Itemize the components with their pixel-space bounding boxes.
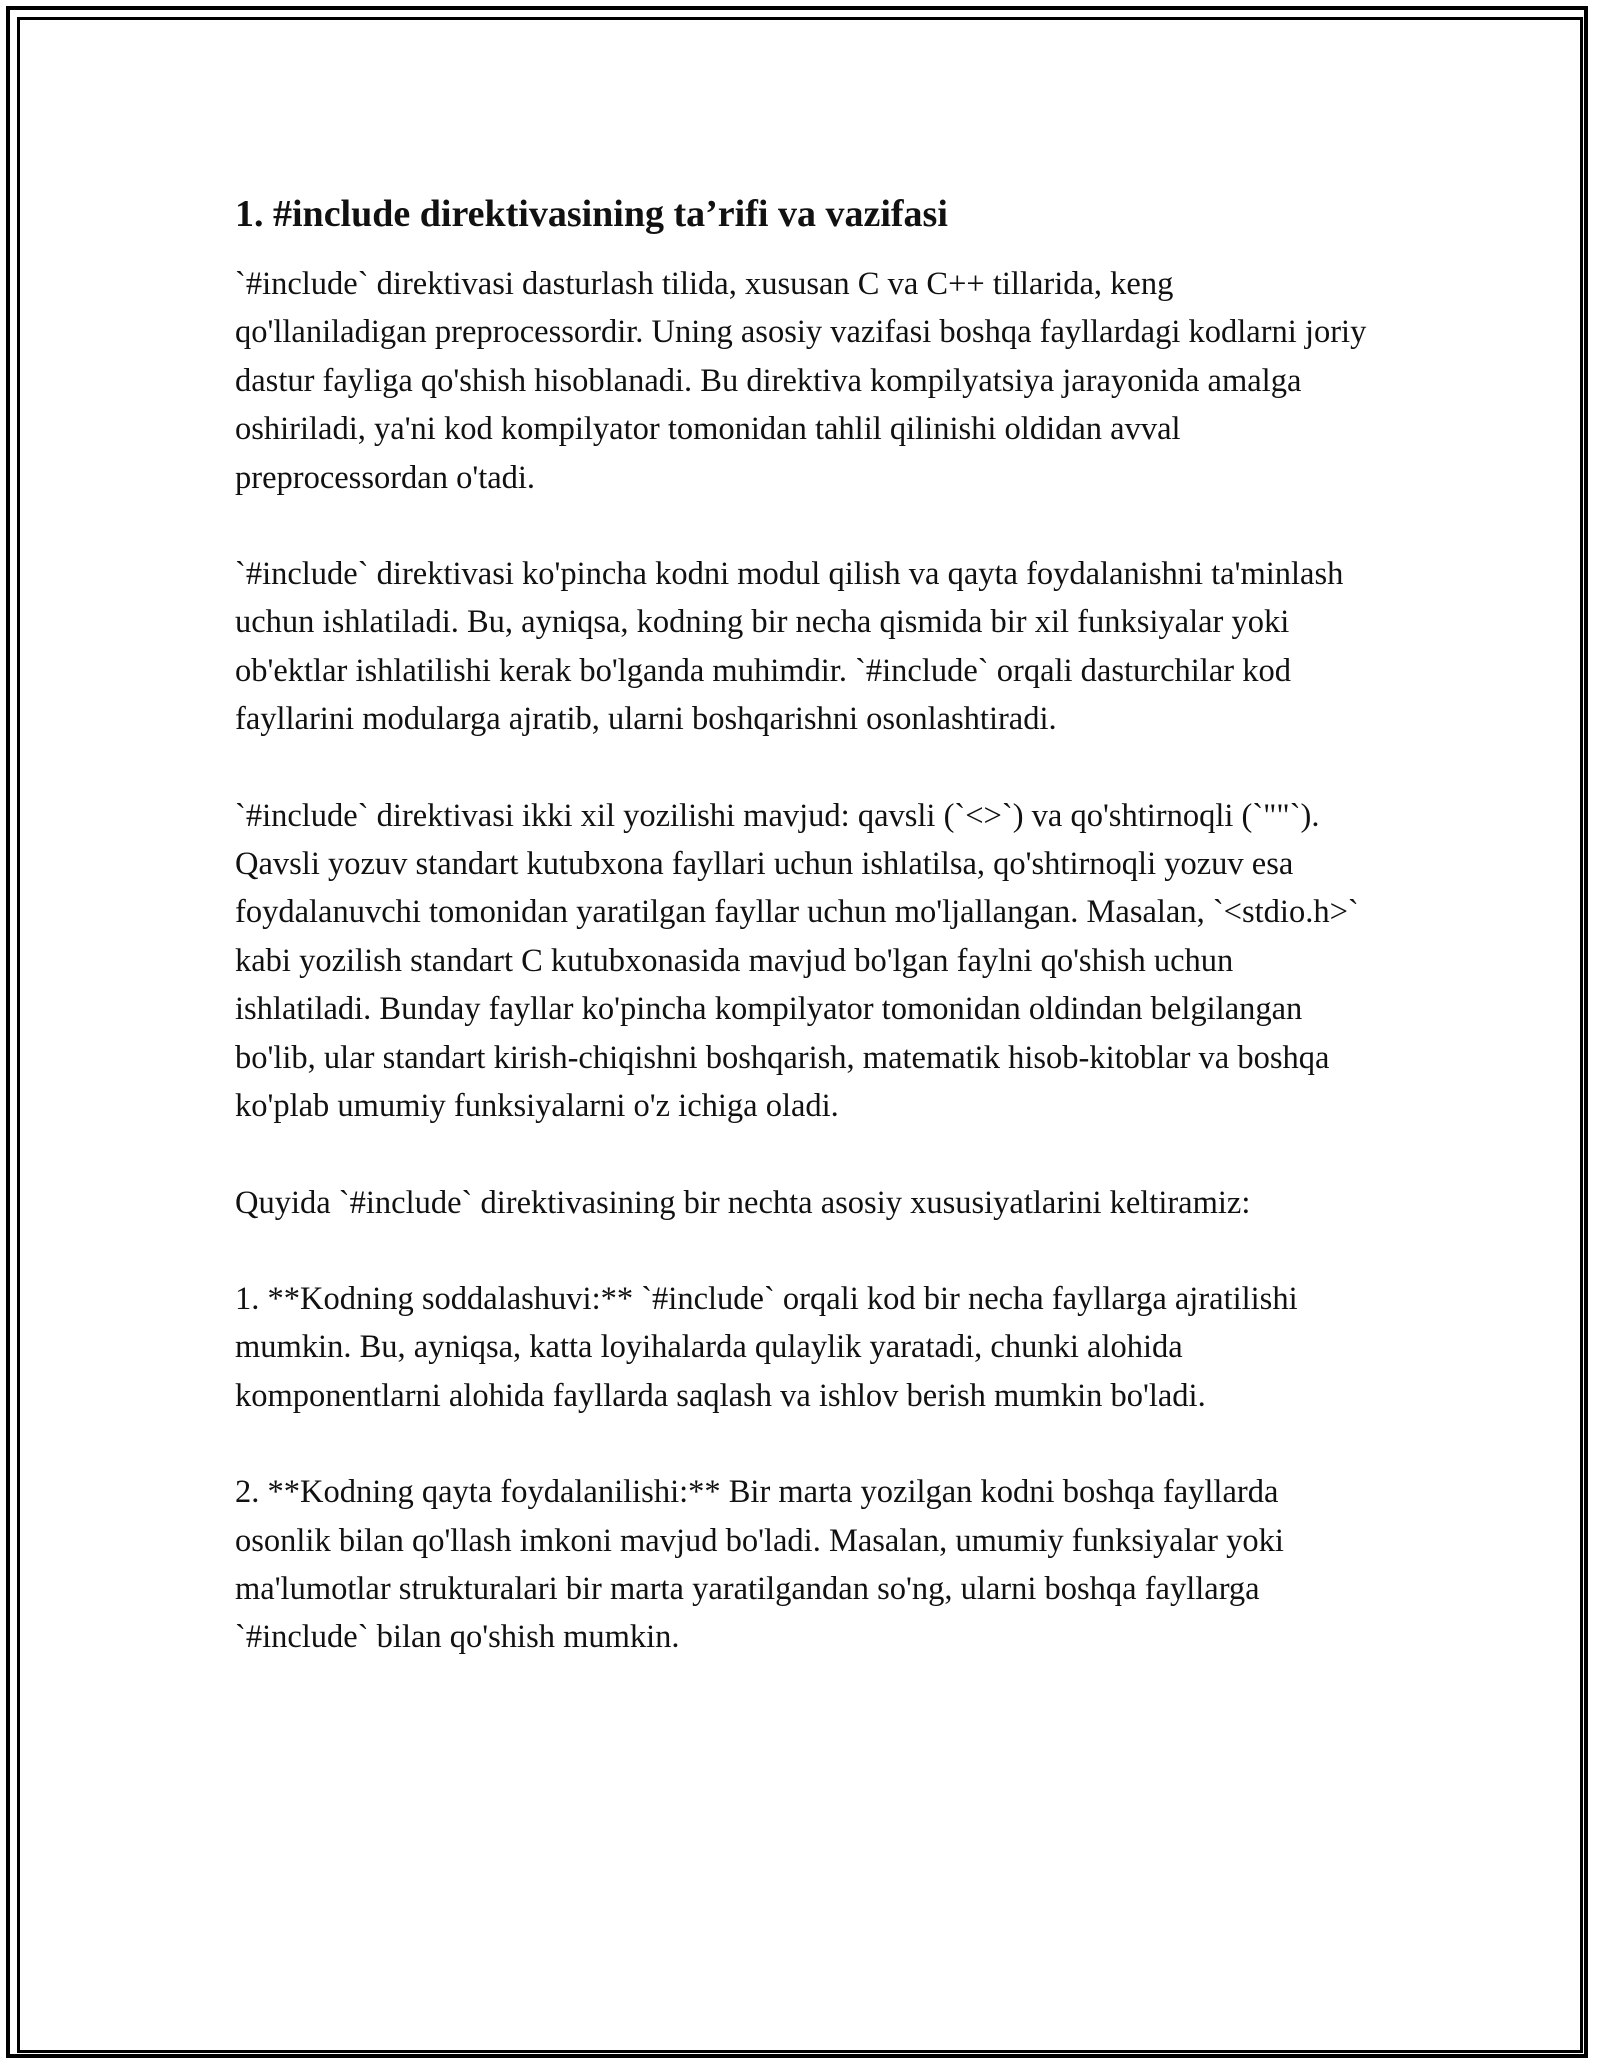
paragraph-modularity: `#include` direktivasi ko'pincha kodni modul qilish va qayta foydalanishni ta'minlash uchun ishlatiladi. Bu, ayniqsa, kodning bir necha qismida bir xil funksiyalar yoki ob'ektlar ishlatilishi kerak bo'lganda muhimdir. `#include` orqali dasturchilar kod fayllarini modularga ajratib, ularni boshqarishni osonlashtiradi.: [235, 556, 1344, 738]
list-item-reuse: 2. **Kodning qayta foydalanilishi:** Bir marta yozilgan kodni boshqa fayllarda osonlik bilan qo'llash imkoni mavjud bo'ladi. Masalan, umumiy funksiyalar yoki ma'lumotlar strukturalari bir marta yaratilgandan so'ng, ularni boshqa fayllarga `#include` bilan qo'shish mumkin.: [235, 1474, 1284, 1656]
section-heading: 1. #include direktivasining ta’rifi va vazifasi: [235, 193, 948, 235]
paragraph-syntax: `#include` direktivasi ikki xil yozilishi mavjud: qavsli (`<>`) va qo'shtirnoqli (`""`). Qavsli yozuv standart kutubxona fayllari uchun ishlatilsa, qo'shtirnoqli yozuv esa foydalanuvchi tomonidan yaratilgan fayllar uchun mo'ljallangan. Masalan, `<stdio.h>` kabi yozilish standart C kutubxonasida mavjud bo'lgan faylni qo'shish uchun ishlatiladi. Bunday fayllar ko'pincha kompilyator tomonidan oldindan belgilangan bo'lib, ular standart kirish-chiqishni boshqarish, matematik hisob-kitoblar va boshqa ko'plab umumiy funksiyalarni o'z ichiga oladi.: [235, 797, 1359, 1125]
document-body: [235, 188, 1370, 1662]
paragraph-features-intro: Quyida `#include` direktivasining bir nechta asosiy xususiyatlarini keltiramiz:: [235, 1184, 1251, 1221]
paragraph-definition: `#include` direktivasi dasturlash tilida, xususan C va C++ tillarida, keng qo'llaniladigan preprocessordir. Uning asosiy vazifasi boshqa fayllardagi kodlarni joriy dastur fayliga qo'shish hisoblanadi. Bu direktiva kompilyatsiya jarayonida amalga oshiriladi, ya'ni kod kompilyator tomonidan tahlil qilinishi oldidan avval preprocessordan o'tadi.: [235, 266, 1367, 496]
list-item-simplification: 1. **Kodning soddalashuvi:** `#include` orqali kod bir necha fayllarga ajratilishi mumkin. Bu, ayniqsa, katta loyihalarda qulaylik yaratadi, chunki alohida komponentlarni alohida fayllarda saqlash va ishlov berish mumkin bo'ladi.: [235, 1280, 1298, 1414]
